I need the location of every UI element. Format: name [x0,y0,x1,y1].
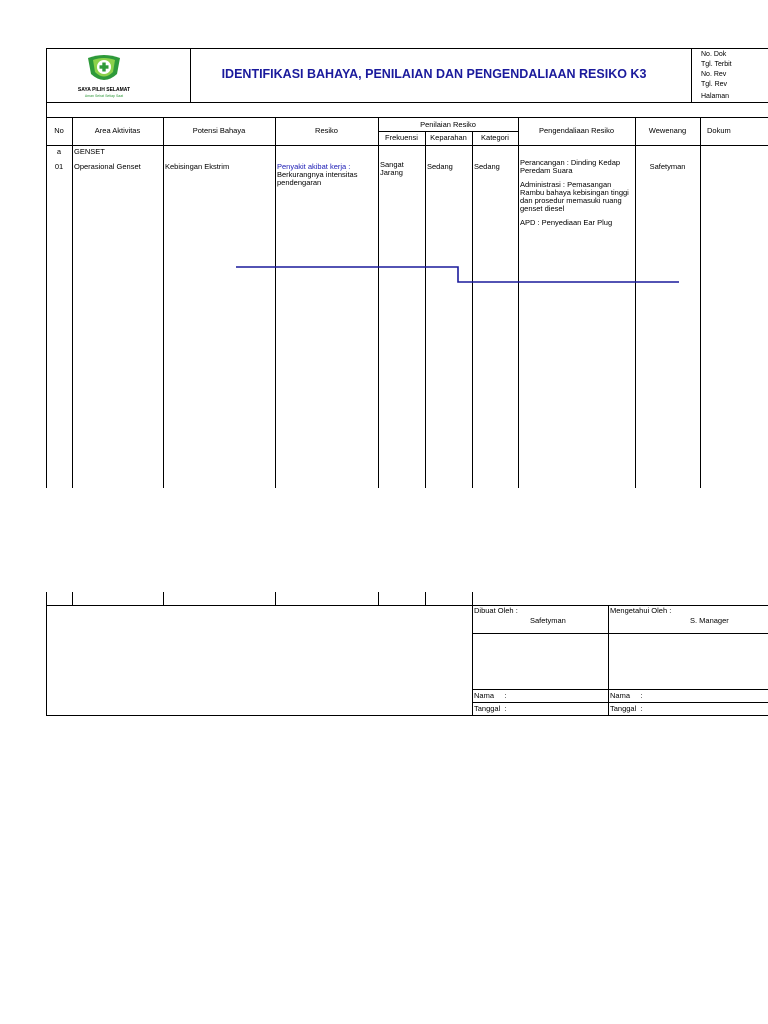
step-line [0,0,768,300]
lower-col-potensi [275,592,276,605]
row-frekuensi: Sangat Jarang [380,160,404,177]
col-header-pengendalian: Pengendaliaan Resiko [538,126,615,135]
row-area: Operasional Genset [74,162,141,171]
mengetahui-role: S. Manager [690,616,729,625]
signature-left-divider [472,592,473,715]
col-header-frekuensi: Frekuensi [385,133,418,142]
row-no: 01 [54,162,64,171]
section-no: a [56,147,62,156]
pengendalian-perancangan: Perancangan : Dinding Kedap Peredam Suara [520,158,621,175]
row-potensi: Kebisingan Ekstrim [165,162,230,171]
signature-bottom-border [46,715,768,716]
dibuat-role: Safetyman [530,616,566,625]
dibuat-tanggal-label: Tanggal : [474,704,507,713]
row-wewenang: Safetyman [649,162,686,171]
doc-info-no-dok: No. Dok [701,51,727,58]
col-header-area: Area Aktivitas [94,126,141,135]
signature-title-border [472,633,768,634]
col-header-no: No [54,126,64,135]
col-header-resiko: Resiko [315,126,338,135]
resiko-label: Penyakit akibat kerja : [277,162,351,171]
logo-text: SAYA PILIH SELAMAT [77,87,131,93]
dibuat-label: Dibuat Oleh : [474,606,518,615]
col-header-wewenang: Wewenang [648,126,687,135]
col-header-penilaian: Penilaian Resiko [420,120,476,129]
signature-tanggal-border [472,702,768,703]
lower-col-area [163,592,164,605]
row-kategori: Sedang [474,162,500,171]
lower-col-no [72,592,73,605]
page-title: IDENTIFIKASI BAHAYA, PENILAIAN DAN PENGENDALIAAN RESIKO K3 [221,67,647,81]
doc-info-no-rev: No. Rev [701,71,727,78]
signature-nama-border [472,689,768,690]
doc-info-tgl-terbit: Tgl. Terbit [701,61,732,68]
col-header-keparahan: Keparahan [430,133,467,142]
doc-info-halaman: Halaman [701,93,730,100]
col-header-dokumen: Dokum [707,126,731,135]
pengendalian-administrasi: Administrasi : Pemasangan Rambu bahaya kebisingan tinggi dan prosedur memasuki ruang genset diesel [520,180,629,213]
mengetahui-tanggal-label: Tanggal : [610,704,643,713]
dibuat-nama-label: Nama : [474,691,507,700]
mengetahui-nama-label: Nama : [610,691,643,700]
pengendalian-apd: APD : Penyediaan Ear Plug [520,218,613,227]
lower-col-resiko [378,592,379,605]
row-keparahan: Sedang [427,162,453,171]
mengetahui-label: Mengetahui Oleh : [610,606,672,615]
lower-col-frekuensi [425,592,426,605]
col-header-kategori: Kategori [481,133,509,142]
signature-mid-divider [608,605,609,715]
doc-info-tgl-rev: Tgl. Rev [701,81,728,88]
col-header-potensi: Potensi Bahaya [192,126,246,135]
resiko-text: Berkurangnya intensitas pendengaran [277,170,358,187]
section-name: GENSET [74,147,105,156]
lower-col-left [46,592,47,715]
logo-subtext: Aman Sehat Setiap Saat [84,94,124,98]
